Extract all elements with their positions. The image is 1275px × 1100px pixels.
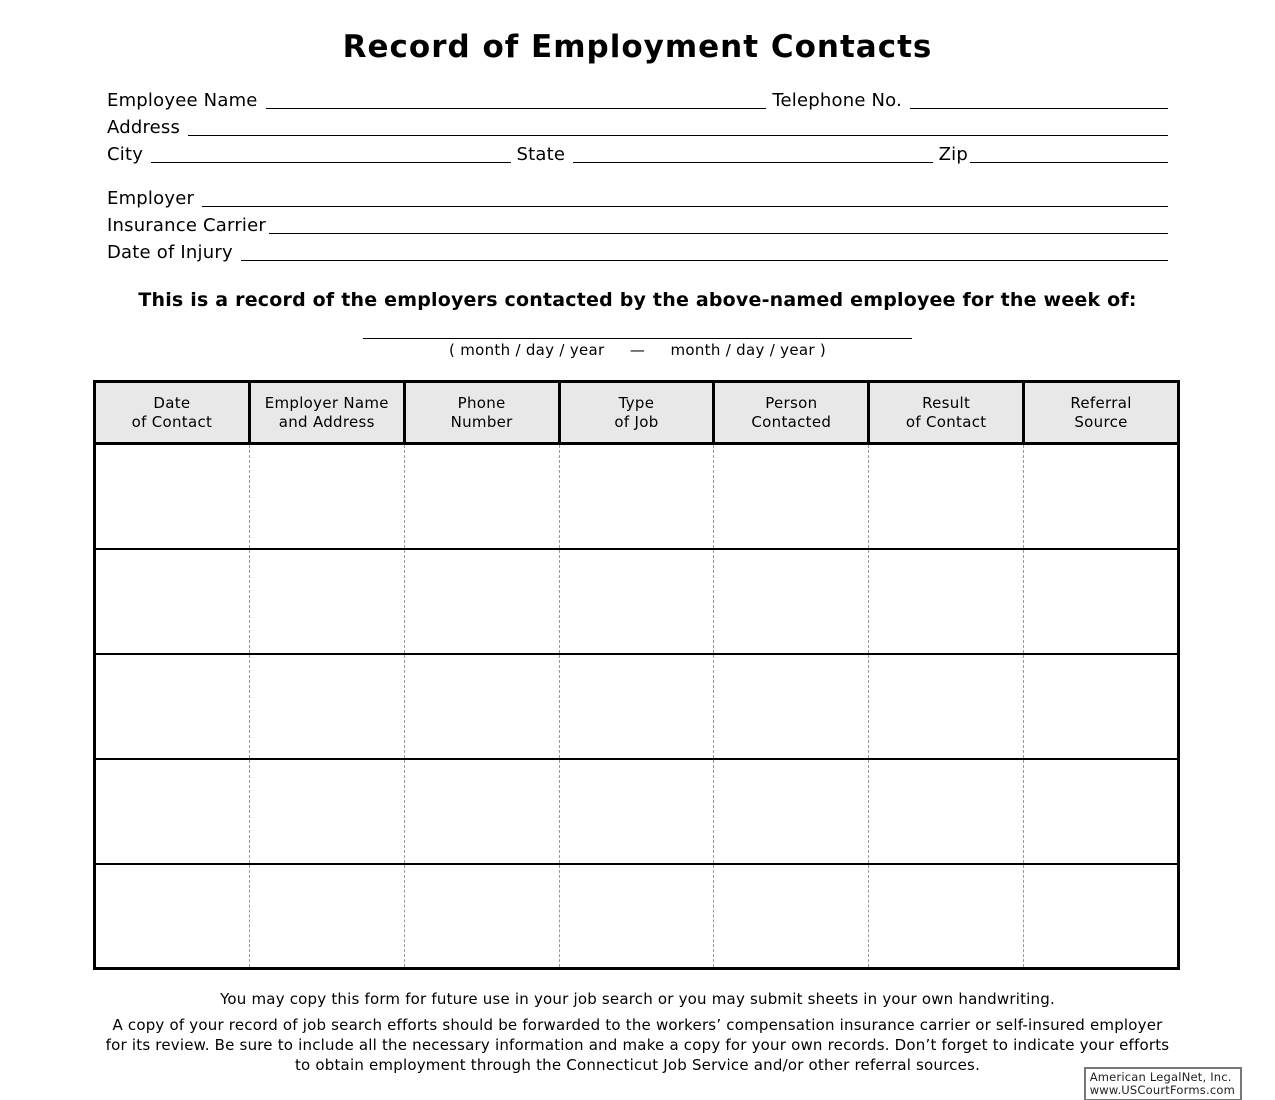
legalnet-company: American LegalNet, Inc. <box>1089 1070 1232 1084</box>
table-cell <box>714 549 869 654</box>
col-header-referral-source <box>1024 382 1179 444</box>
table-cell <box>1024 759 1179 864</box>
col-header-line: Referral <box>1070 393 1132 412</box>
table-cell <box>869 654 1024 759</box>
table-row <box>95 864 1179 969</box>
col-header-line: of Job <box>614 412 659 431</box>
contacts-table <box>93 380 1180 970</box>
address-row <box>107 112 1168 139</box>
contacts-table-body <box>95 444 1179 969</box>
address-line <box>188 116 1168 136</box>
col-header-type-of-job <box>559 382 714 444</box>
table-cell <box>249 864 404 969</box>
week-statement: This is a record of the employers contacted by the above-named employee for the week of: <box>138 289 1137 311</box>
table-cell <box>95 654 250 759</box>
table-cell <box>1024 864 1179 969</box>
table-cell <box>714 444 869 549</box>
date-of-injury-label: Date of Injury <box>107 242 233 263</box>
zip-line <box>970 143 1168 163</box>
table-cell <box>249 444 404 549</box>
col-header-line: and Address <box>278 412 375 431</box>
table-cell <box>1024 654 1179 759</box>
table-cell <box>559 549 714 654</box>
table-cell <box>95 549 250 654</box>
col-header-phone-number <box>404 382 559 444</box>
employer-row <box>107 183 1168 210</box>
table-row <box>95 759 1179 864</box>
date-of-injury-line <box>241 241 1168 261</box>
telephone-line <box>910 89 1168 109</box>
city-label: City <box>107 144 144 165</box>
table-cell <box>404 864 559 969</box>
col-header-date-of-contact <box>95 382 250 444</box>
table-cell <box>559 864 714 969</box>
city-line <box>151 143 510 163</box>
table-cell <box>559 759 714 864</box>
address-label: Address <box>107 117 181 138</box>
col-header-line: Result <box>922 393 971 412</box>
table-row <box>95 549 1179 654</box>
employee-name-label: Employee Name <box>107 90 258 111</box>
table-row <box>95 444 1179 549</box>
col-header-line: of Contact <box>905 412 987 431</box>
insurance-carrier-row <box>107 210 1168 237</box>
employer-line <box>202 187 1168 207</box>
col-header-person-contacted <box>714 382 869 444</box>
form-title: Record of Employment Contacts <box>342 29 933 65</box>
legalnet-website: www.USCourtForms.com <box>1089 1083 1235 1097</box>
telephone-label: Telephone No. <box>772 90 902 111</box>
table-cell <box>95 864 250 969</box>
employer-info-section <box>107 183 1168 264</box>
table-cell <box>559 654 714 759</box>
table-cell <box>404 654 559 759</box>
table-row <box>95 654 1179 759</box>
table-cell <box>559 444 714 549</box>
table-cell <box>1024 549 1179 654</box>
col-header-line: Person <box>765 393 818 412</box>
table-cell <box>249 549 404 654</box>
date-range-line <box>363 325 912 339</box>
insurance-carrier-line <box>269 214 1168 234</box>
table-cell <box>869 864 1024 969</box>
table-cell <box>714 654 869 759</box>
legalnet-box <box>1084 1067 1242 1100</box>
col-header-line: Source <box>1074 412 1128 431</box>
col-header-line: Date <box>153 393 191 412</box>
insurance-carrier-label: Insurance Carrier <box>107 215 266 236</box>
col-header-line: of Contact <box>131 412 213 431</box>
col-header-line: Type <box>618 393 655 412</box>
table-cell <box>404 549 559 654</box>
employee-name-row <box>107 85 1168 112</box>
table-cell <box>249 654 404 759</box>
col-header-result-of-contact <box>869 382 1024 444</box>
col-header-line: Number <box>450 412 513 431</box>
footer-copy-note: You may copy this form for future use in your job search or you may submit sheets in your own handwriting. <box>220 990 1055 1008</box>
employer-label: Employer <box>107 188 195 209</box>
state-label: State <box>516 144 566 165</box>
zip-label: Zip <box>938 144 969 165</box>
col-header-line: Contacted <box>751 412 832 431</box>
table-cell <box>404 444 559 549</box>
date-range-section <box>0 325 1275 359</box>
state-line <box>573 143 932 163</box>
table-cell <box>95 444 250 549</box>
employee-name-line <box>266 89 767 109</box>
city-state-zip-row <box>107 139 1168 166</box>
contacts-table-header <box>95 382 1179 444</box>
table-cell <box>95 759 250 864</box>
date-range-caption: ( month / day / year — month / day / year ) <box>448 341 827 359</box>
employee-info-section <box>107 85 1168 166</box>
table-cell <box>404 759 559 864</box>
table-cell <box>869 444 1024 549</box>
col-header-line: Employer Name <box>264 393 389 412</box>
table-cell <box>869 759 1024 864</box>
table-cell <box>714 864 869 969</box>
table-cell <box>869 549 1024 654</box>
footer-instructions: A copy of your record of job search efforts should be forwarded to the workers’ compensation insurance carrier or self-insured employer for its review. Be sure to include all the necessary information and make a copy for your own records. Don’t forget to indicate your efforts to obtain employment through the Connecticut Job Service and/or other referral sources. <box>105 1016 1170 1074</box>
col-header-employer-name-address <box>249 382 404 444</box>
table-cell <box>714 759 869 864</box>
date-of-injury-row <box>107 237 1168 264</box>
table-cell <box>249 759 404 864</box>
table-cell <box>1024 444 1179 549</box>
col-header-line: Phone <box>457 393 506 412</box>
